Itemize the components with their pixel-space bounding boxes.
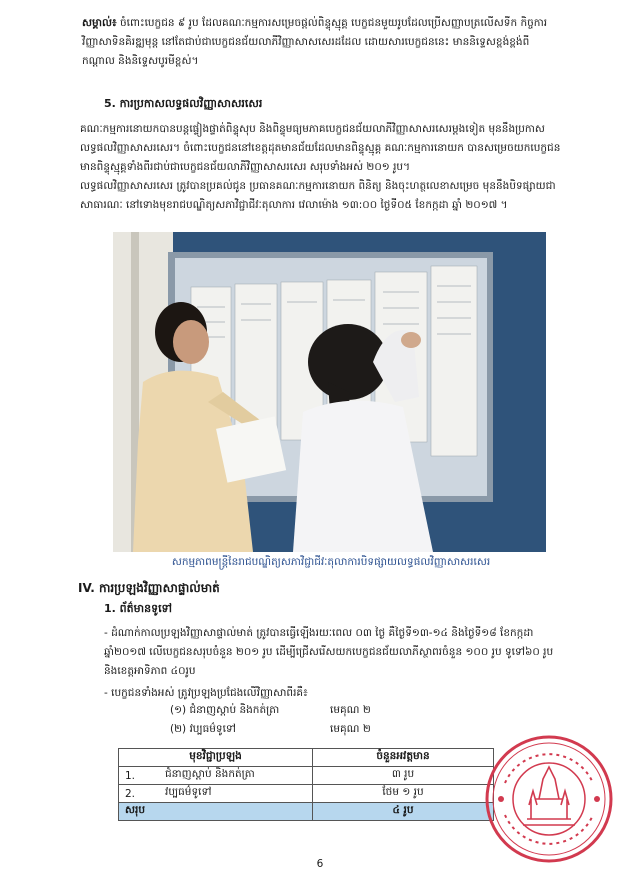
photo-caption: សកម្មភាពមន្ត្រីនៃរាជបណ្ឌិត្យសភាវិជ្ជាជីវៈតុលាការបិទផ្សាយលទ្ធផលវិញ្ញាសាសរសេរ bbox=[171, 556, 491, 568]
section-5-paragraph-2: លទ្ធផលវិញ្ញាសាសរសេរ ត្រូវបានប្រគល់ជូន ប្រធានគណៈកម្មការនោយក ពិនិត្យ និងចុះហត្ថលេខាសម្រេច មុននឹងបិទផ្សាយជាសាធារណៈ នៅទោងមុខរាជបណ្ឌិត្យសភាវិជ្ជាជីវៈតុលាការ វេលាម៉ោង ១៣:០០ ថ្ងៃទី០៥ ខែកក្កដា ឆ្នាំ ២០១៧ ។ bbox=[80, 180, 556, 211]
row-subject: វប្បធម៌ទូទៅ bbox=[159, 785, 313, 803]
table-total-row bbox=[119, 803, 494, 821]
note-label: សម្គាល់៖ bbox=[82, 17, 117, 29]
note-text: ចំពោះបេក្ខជន ៩ រូប ដែលគណៈកម្មការសម្រេចផ្តល់ពិន្ទុស្មុគ្គ បេក្ខជនមួយរូបដែលប្រើសញ្ញាបត្រលើសទីក កិច្ចការវិញ្ញាសាទិនគិរឌ្ឍមុន្ត នៅតែជាប់ជាបេក្ខជនជ័យលាភីវិញ្ញាសាសសេរដដែល ដោយសារបេក្ខជននេះ មាននិទ្ទេសខ្ពង់ខ្ពង់ពីកណ្តាល និងនិទ្ទេសបូរមីខ្ពស់។ bbox=[82, 17, 548, 67]
row-number: 1. bbox=[119, 767, 160, 785]
results-posting-photo bbox=[113, 232, 546, 552]
subject-item-2: (២) វប្បធម៌ទូទៅ bbox=[170, 723, 236, 735]
table-header-row bbox=[119, 749, 494, 767]
page-number: 6 bbox=[316, 858, 324, 870]
total-count: ៤ រូប bbox=[313, 803, 494, 821]
row-subject: ជំនាញស្តាប់ និងកត់ត្រា bbox=[159, 767, 313, 785]
oral-exam-bullet-1: - ដំណាក់កាលប្រឡងវិញ្ញាសាផ្ទាល់មាត់ ត្រូវបានធ្វើឡើងរយៈពេល ០៣ ថ្ងៃ គឺថ្ងៃទី១៣-១៤ និងថ្ងៃទី១៨ ខែកក្កដា ឆ្នាំ២០១៧ លើបេក្ខជនសរុបចំនួន ២០១ រូប ដើម្បីជ្រើសរើសយកបេក្ខជនជ័យលាភីស្ថាពរចំនួន ១០០ រូប ទូទៅ៦០ រូប និងខេត្តអាទិភាព ៤០រូប bbox=[104, 627, 554, 677]
table-row bbox=[119, 767, 494, 785]
subject-item-1: (១) ជំនាញស្តាប់ និងកត់ត្រា bbox=[170, 704, 280, 716]
row-count: ថែម ១ រូប bbox=[313, 785, 494, 803]
section-5-heading: 5. ការប្រកាសលទ្ធផលវិញ្ញាសាសរសេរ bbox=[104, 97, 263, 110]
section-iv-heading: IV. ការប្រឡងវិញ្ញាសាផ្ទាល់មាត់ bbox=[78, 581, 220, 595]
row-number: 2. bbox=[119, 785, 160, 803]
note-paragraph bbox=[82, 14, 560, 71]
table-header-subject: មុខវិជ្ជាប្រឡង bbox=[119, 749, 313, 767]
section-5-paragraph-1: គណៈកម្មការនោយកបានបន្តផ្ទៀងផ្ទាត់ពិន្ទុសុប និងពិន្ទុមធ្យមភាគបេក្ខជនជ័យលាភីវិញ្ញាសាសរសេរម្តងទៀត មុននឹងប្រកាសលទ្ធផលវិញ្ញាសាសរសេរ។ ចំពោះបេក្ខជននៅខេត្តដុតមានជ័យដែលមានពិន្ទុស្មុគ្គ គណៈកម្មការនោយក បានសម្រេចយកបេក្ខជនមានពិន្ទុស្មុគ្គទាំងពីរជាប់ជាបេក្ខជនជ័យលាភីវិញ្ញាសាសរសេរ សរុបទាំងអស់ ២០១ រូប។ bbox=[80, 123, 561, 173]
table-header-count: ចំនួនអវត្តមាន bbox=[313, 749, 494, 767]
row-count: ៣ រូប bbox=[313, 767, 494, 785]
general-info-heading: 1. ព័ត៌មានទូទៅ bbox=[104, 602, 173, 615]
subject-coef-2: មេគុណ ២ bbox=[330, 723, 371, 735]
subject-coef-1: មេគុណ ២ bbox=[330, 704, 371, 716]
table-row bbox=[119, 785, 494, 803]
official-seal-stamp bbox=[483, 733, 615, 865]
absence-table bbox=[118, 748, 494, 821]
oral-exam-bullet-2: - បេក្ខជនទាំងអស់ ត្រូវប្រឡងប្រជែងលើវិញ្ញាសាពីរគឺ៖ bbox=[104, 687, 308, 699]
total-label: សរុប bbox=[119, 803, 313, 821]
